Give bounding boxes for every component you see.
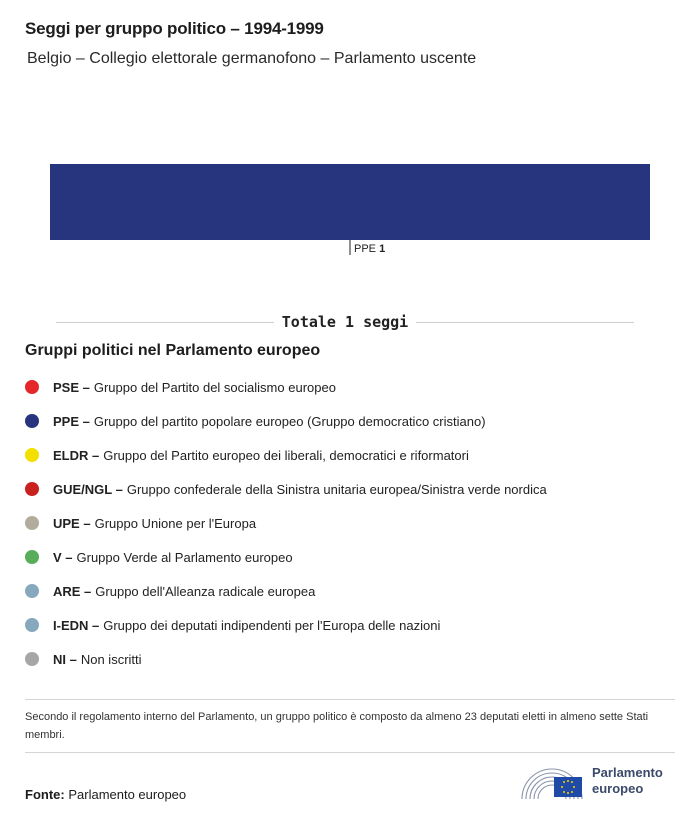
source-label: Fonte: [25,787,65,802]
legend-name: Gruppo dei deputati indipendenti per l'Europa delle nazioni [103,617,441,633]
logo-line-1: Parlamento [592,765,663,780]
legend-item [25,404,547,438]
legend-swatch [25,584,39,598]
total-label: Totale [281,313,336,331]
legend-item [25,642,547,676]
legend-item [25,506,547,540]
total-divider-left [56,322,274,323]
bar-label [354,243,385,255]
total-seats-row [56,312,634,332]
legend-abbr: UPE – [53,515,91,531]
legend-item [25,540,547,574]
legend-name: Gruppo dell'Alleanza radicale europea [95,583,316,599]
legend-item [25,472,547,506]
legend-swatch [25,516,39,530]
logo-line-2: europeo [592,781,644,796]
total-value: 1 [345,313,355,331]
legend-item [25,370,547,404]
source [25,787,186,802]
bar-segment-ppe [50,164,650,240]
legend-abbr: PSE – [53,379,90,395]
legend-abbr: ELDR – [53,447,100,463]
page-subtitle: Belgio – Collegio elettorale germanofono – Parlamento uscente [27,50,477,67]
footer-note: Secondo il regolamento interno del Parlamento, un gruppo politico è composto da almeno 23 deputati eletti in almeno sette Stati membri. [25,711,649,741]
legend-abbr: V – [53,549,73,565]
footer-divider-bottom [25,752,675,753]
legend-name: Gruppo Unione per l'Europa [94,515,257,531]
legend-name: Gruppo Verde al Parlamento europeo [76,549,293,565]
legend-name: Gruppo del Partito del socialismo europeo [93,379,336,395]
logo-text [592,765,663,797]
legend-swatch [25,482,39,496]
legend-title: Gruppi politici nel Parlamento europeo [25,342,321,359]
legend [25,370,547,676]
legend-item [25,608,547,642]
legend-swatch [25,448,39,462]
bar-label-category: PPE [354,243,380,255]
legend-abbr: GUE/NGL – [53,481,123,497]
legend-name: Gruppo confederale della Sinistra unitaria europea/Sinistra verde nordica [126,481,547,497]
source-value: Parlamento europeo [68,787,187,802]
legend-name: Gruppo del Partito europeo dei liberali, democratici e riformatori [103,447,469,463]
total-divider-right [416,322,634,323]
legend-abbr: I-EDN – [53,617,100,633]
parliament-logo [520,760,680,802]
legend-swatch [25,380,39,394]
legend-swatch [25,618,39,632]
total-unit: seggi [363,313,409,331]
total-seats-label [274,313,416,331]
legend-swatch [25,414,39,428]
parliament-hemicycle-icon [520,761,584,801]
legend-abbr: ARE – [53,583,92,599]
page-title: Seggi per gruppo politico – 1994-1999 [25,19,324,38]
legend-swatch [25,550,39,564]
legend-abbr: PPE – [53,413,90,429]
footer-divider-top [25,699,675,700]
legend-item [25,438,547,472]
bar-label-value: 1 [379,243,386,255]
legend-item [25,574,547,608]
legend-name: Non iscritti [80,651,142,667]
legend-name: Gruppo del partito popolare europeo (Gruppo democratico cristiano) [93,413,486,429]
legend-abbr: NI – [53,651,77,667]
legend-swatch [25,652,39,666]
seats-bar-chart [0,150,700,270]
